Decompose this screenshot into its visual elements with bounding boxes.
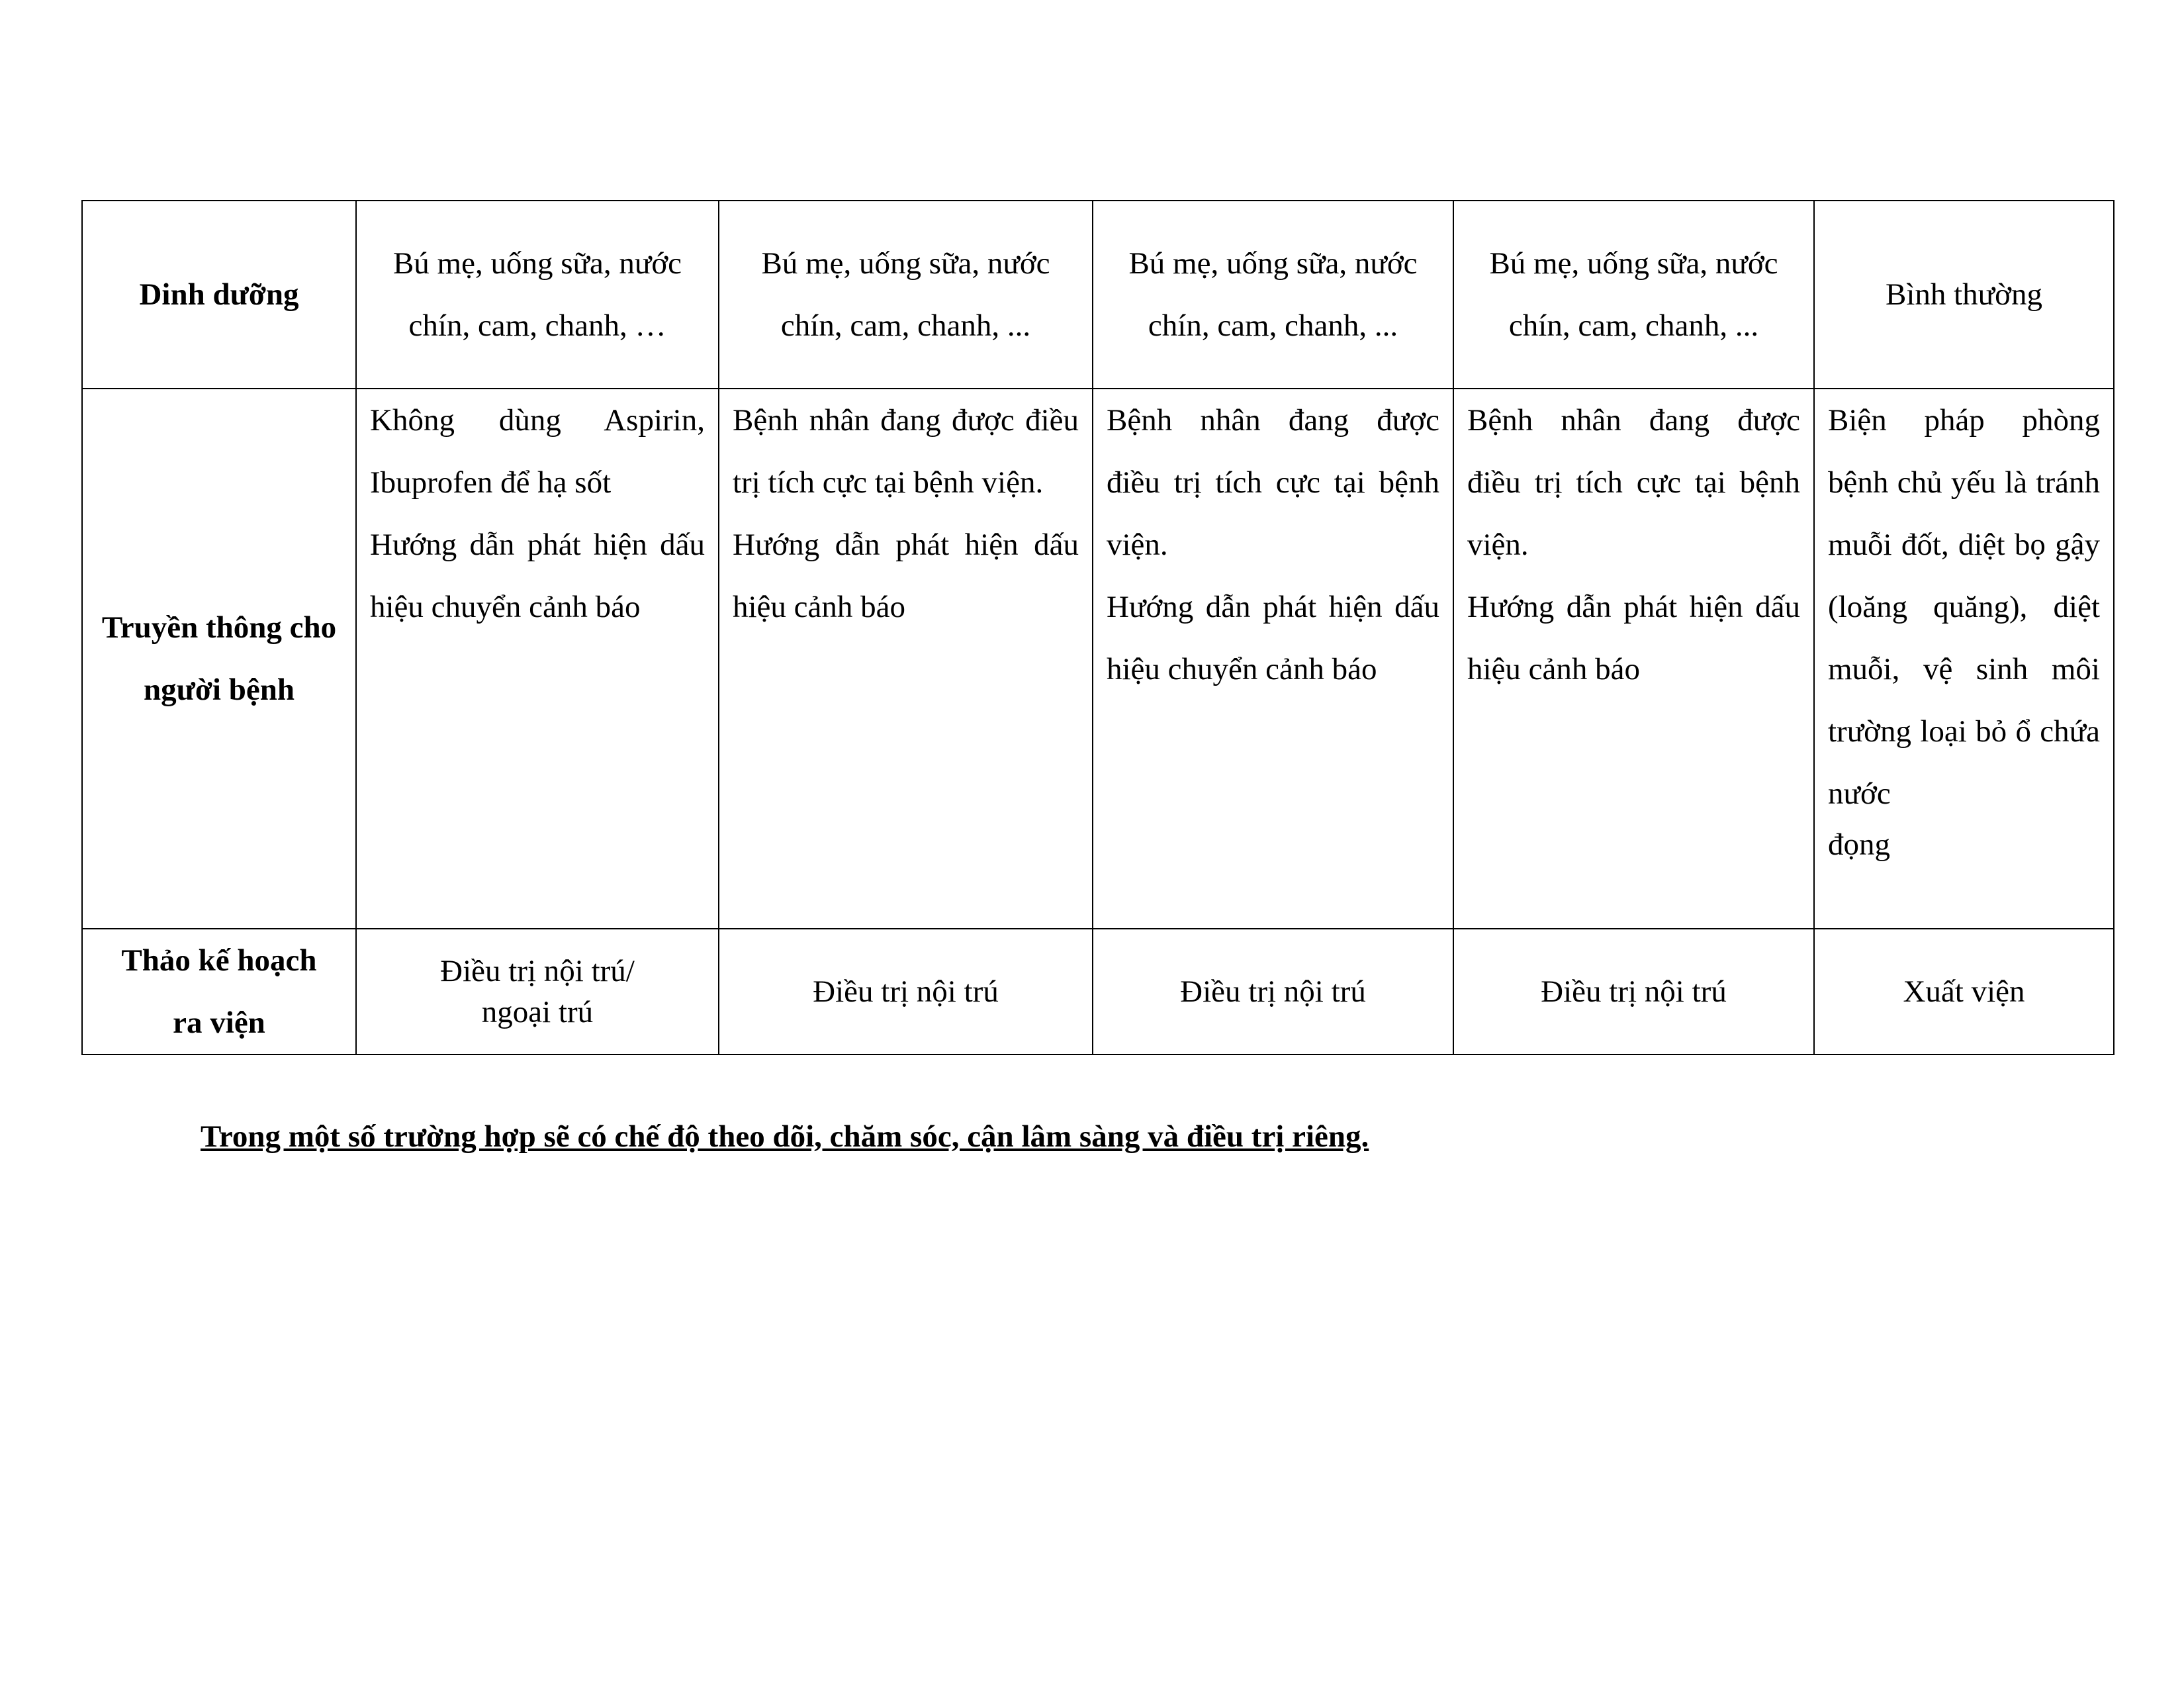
footnote: Trong một số trường hợp sẽ có chế độ theo dõi, chăm sóc, cận lâm sàng và điều trị riêng. bbox=[201, 1119, 1369, 1154]
table-cell bbox=[1453, 389, 1814, 929]
care-plan-table bbox=[81, 200, 2115, 1055]
cell-paragraph: Bệnh nhân đang được điều trị tích cực tại bệnh viện. bbox=[1107, 403, 1439, 562]
table-cell: Bình thường bbox=[1814, 201, 2114, 389]
table-cell: Điều trị nội trú bbox=[1093, 929, 1453, 1055]
cell-paragraph: Bệnh nhân đang được điều trị tích cực tại bệnh viện. bbox=[1467, 403, 1800, 562]
cell-paragraph: đọng bbox=[1828, 827, 1890, 862]
row-label bbox=[82, 929, 356, 1055]
cell-paragraph: Hướng dẫn phát hiện dấu hiệu chuyển cảnh báo bbox=[370, 528, 705, 624]
row-label-line: Thảo kế hoạch bbox=[121, 943, 317, 978]
cell-line: Điều trị nội trú/ bbox=[440, 954, 635, 988]
table-cell: Bú mẹ, uống sữa, nước chín, cam, chanh, … bbox=[356, 201, 719, 389]
cell-line: ngoại trú bbox=[481, 995, 594, 1029]
table-row-nutrition bbox=[82, 201, 2114, 389]
cell-paragraph: Hướng dẫn phát hiện dấu hiệu cảnh báo bbox=[733, 528, 1079, 624]
table-cell: Xuất viện bbox=[1814, 929, 2114, 1055]
cell-paragraph: Bệnh nhân đang được điều trị tích cực tại bệnh viện. bbox=[733, 403, 1079, 500]
table-cell: Bú mẹ, uống sữa, nước chín, cam, chanh, ... bbox=[719, 201, 1093, 389]
table-cell bbox=[356, 929, 719, 1055]
table-cell: Điều trị nội trú bbox=[719, 929, 1093, 1055]
table-cell: Điều trị nội trú bbox=[1453, 929, 1814, 1055]
row-label: Dinh dưỡng bbox=[82, 201, 356, 389]
table-row-patient-communication bbox=[82, 389, 2114, 929]
cell-paragraph: Hướng dẫn phát hiện dấu hiệu chuyển cảnh báo bbox=[1107, 590, 1439, 686]
table-cell: Bú mẹ, uống sữa, nước chín, cam, chanh, ... bbox=[1093, 201, 1453, 389]
table-cell bbox=[719, 389, 1093, 929]
cell-paragraph: Biện pháp phòng bệnh chủ yếu là tránh muỗi đốt, diệt bọ gậy (loăng quăng), diệt muỗi, vệ sinh môi trường loại bỏ ổ chứa nước bbox=[1828, 403, 2100, 811]
table-cell bbox=[1093, 389, 1453, 929]
row-label: Truyền thông cho người bệnh bbox=[82, 389, 356, 929]
cell-paragraph: Hướng dẫn phát hiện dấu hiệu cảnh báo bbox=[1467, 590, 1800, 686]
cell-paragraph: Không dùng Aspirin, Ibuprofen để hạ sốt bbox=[370, 403, 705, 500]
table-cell bbox=[356, 389, 719, 929]
table-cell bbox=[1814, 389, 2114, 929]
table-cell: Bú mẹ, uống sữa, nước chín, cam, chanh, ... bbox=[1453, 201, 1814, 389]
row-label-line: ra viện bbox=[173, 1006, 265, 1040]
table-row-discharge-plan bbox=[82, 929, 2114, 1055]
